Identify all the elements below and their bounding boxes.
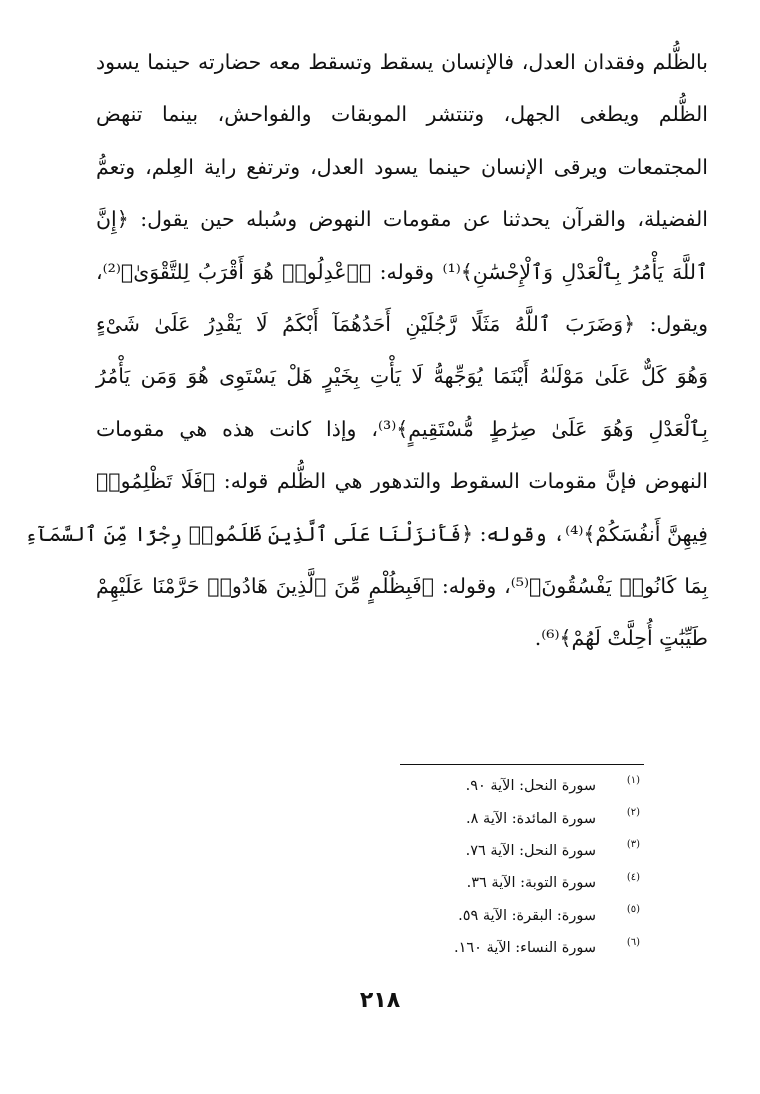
footnote-separator	[400, 764, 644, 765]
footnote-number: (٥)	[626, 904, 640, 916]
text-line: وَهُوَ كَلٌّ عَلَىٰ مَوْلَىٰهُ أَيْنَمَا يُوَجِّههُّ لَا يَأْتِ بِخَيْرٍ هَلْ يَسْتَوِى هُوَ وَمَن يَأْمُرُ	[96, 364, 708, 389]
footnote-number: (٢)	[626, 807, 640, 819]
text-line-last: طَيِّبَٰتٍ أُحِلَّتْ لَهُمْ﴾⁽⁶⁾.	[534, 626, 708, 651]
text-line: المجتمعات ويرقى الإنسان حينما يسود العدل، وترتفع راية العِلم، وتعمُّ	[96, 154, 708, 179]
footnote-number: (٣)	[626, 839, 640, 851]
text-line: الظُّلم ويطغى الجهل، وتنتشر الموبقات والفواحش، بينما تنهض	[96, 102, 708, 127]
footnote-item	[380, 802, 640, 834]
main-text-block	[25, 36, 709, 665]
footnote-text: سورة النحل: الآية ٩٠.	[465, 778, 596, 795]
footnotes-list	[380, 770, 640, 964]
footnote-text: سورة النحل: الآية ٧٦.	[465, 842, 596, 859]
footnote-item	[380, 932, 640, 964]
footnote-text: سورة المائدة: الآية ٨.	[466, 810, 596, 827]
text-line: النهوض فإنَّ مقومات السقوط والتدهور هي الظُّلم قوله: ﴿فَلَا تَظْلِمُوا۟	[96, 469, 708, 494]
footnote-number: (٤)	[626, 871, 640, 883]
text-line: الفضيلة، والقرآن يحدثنا عن مقومات النهوض وسُبله حين يقول: ﴿إِنَّ	[96, 207, 708, 232]
text-line: ٱللَّهَ يَأْمُرُ بِٱلْعَدْلِ وَٱلْإِحْسَٰنِ﴾⁽¹⁾ وقوله: ﴿ٱعْدِلُوا۟ هُوَ أَقْرَبُ لِلتَّقْوَىٰ﴾⁽²⁾،	[96, 259, 708, 284]
footnote-item	[380, 900, 640, 932]
text-line: فِيهِنَّ أَنفُسَكُمْ﴾⁽⁴⁾، وقوله: ﴿فَأَنزَلْنَا عَلَى ٱلَّذِينَ ظَلَمُوا۟ رِجْزًا مِّنَ ٱلسَّمَآءِ	[25, 521, 708, 546]
footnote-item	[380, 835, 640, 867]
footnote-number: (٦)	[626, 936, 640, 948]
footnote-number: (١)	[626, 774, 640, 786]
footnote-text: سورة التوبة: الآية ٣٦.	[466, 875, 596, 892]
footnote-text: سورة النساء: الآية ١٦٠.	[453, 940, 596, 957]
footnote-item	[380, 770, 640, 802]
footnote-text: سورة: البقرة: الآية ٥٩.	[458, 907, 596, 924]
page-number: ٢١٨	[359, 988, 401, 1013]
text-line: ويقول: ﴿وَضَرَبَ ٱللَّهُ مَثَلًا رَّجُلَيْنِ أَحَدُهُمَآ أَبْكَمُ لَا يَقْدِرُ عَلَىٰ شَىْءٍ	[96, 311, 708, 336]
text-line: بِمَا كَانُوا۟ يَفْسُقُونَ﴾⁽⁵⁾، وقوله: ﴿فَبِظُلْمٍ مِّنَ ٱلَّذِينَ هَادُوا۟ حَرَّمْنَا عَلَيْهِمْ	[96, 573, 708, 598]
footnote-item	[380, 867, 640, 899]
text-line: بالظُّلم وفقدان العدل، فالإنسان يسقط وتسقط معه حضارته حينما يسود	[96, 50, 708, 74]
text-line: بِٱلْعَدْلِ وَهُوَ عَلَىٰ صِرَٰطٍ مُّسْتَقِيمٍ﴾⁽³⁾، وإذا كانت هذه هي مقومات	[96, 416, 709, 441]
